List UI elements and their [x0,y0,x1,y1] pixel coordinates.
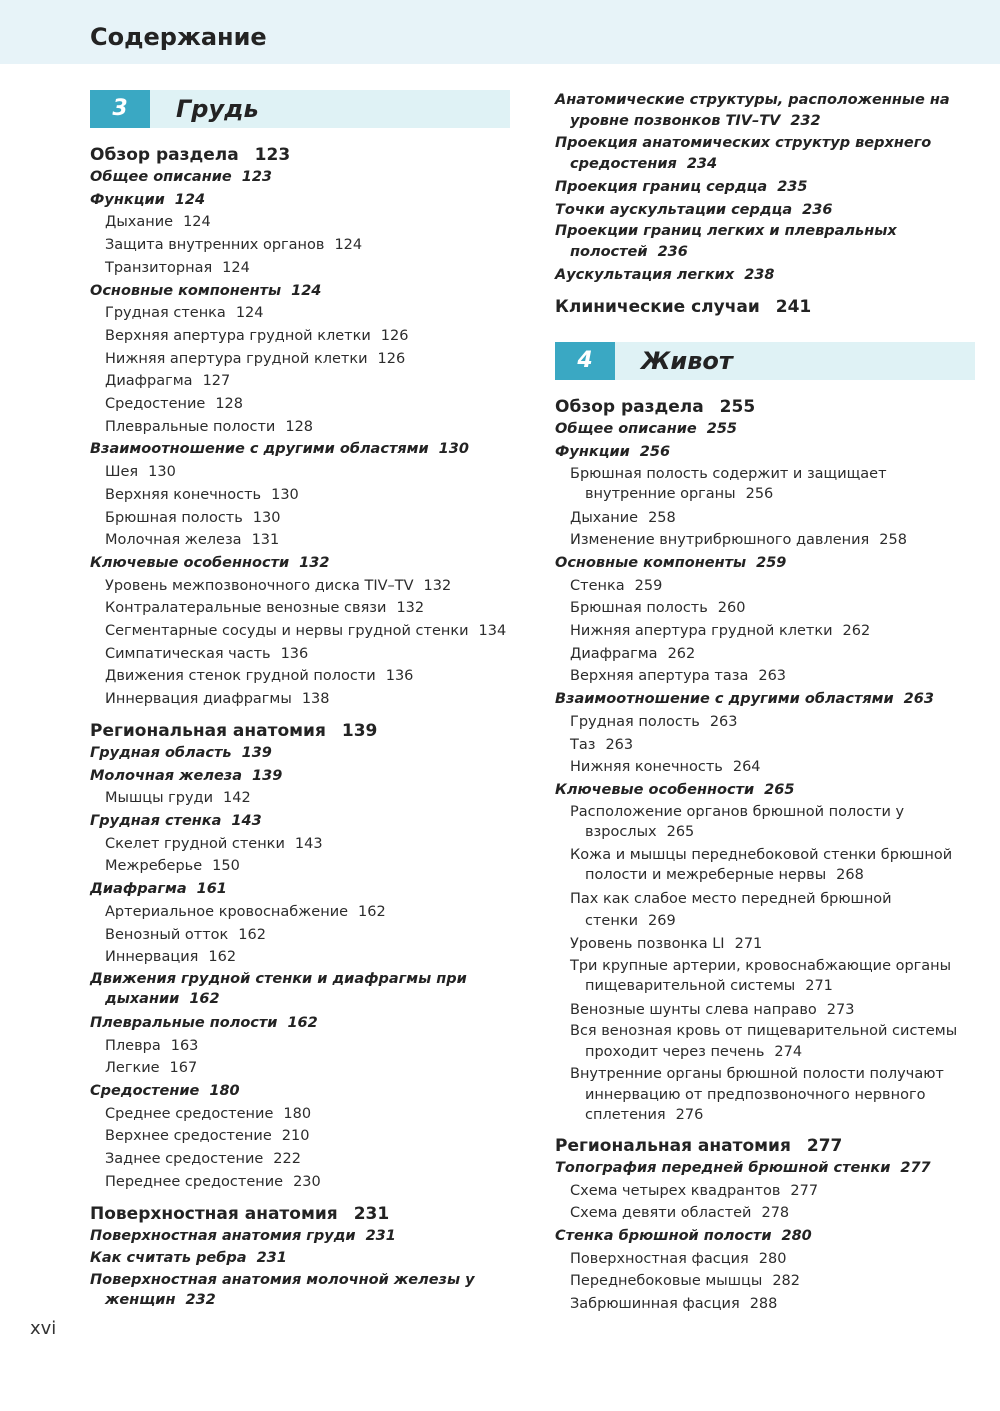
toc-page-number: 258 [879,532,907,549]
toc-left-column [90,90,510,1313]
toc-topic-entry [555,90,975,131]
toc-entry-title: Заднее средостение [105,1151,264,1168]
toc-page-number: 288 [749,1296,778,1313]
toc-page-number: 126 [380,327,409,344]
toc-subtopic-entry [90,597,510,620]
toc-topic-entry [555,264,975,287]
toc-topic-entry [90,1012,510,1035]
toc-page-number: 241 [775,297,812,318]
toc-subtopic-entry [90,855,510,878]
toc-page-number: 167 [169,1060,198,1077]
toc-entry-title: Симпатическая часть [105,645,271,662]
toc-page-number: 139 [341,720,378,741]
toc-entries [90,144,510,1311]
toc-page-number: 256 [639,443,671,460]
toc-page-number: 130 [438,441,469,458]
toc-topic-entry [555,779,975,802]
toc-right-column [555,90,975,1316]
page-title: Содержание [90,23,267,51]
toc-entry-title: Шея [105,464,139,481]
toc-page-number: 263 [758,668,787,685]
toc-entry-title: Плевра [105,1037,161,1054]
toc-subtopic-entry [90,833,510,856]
toc-topic-entry [90,1225,510,1248]
toc-page-number: 263 [709,713,738,730]
toc-page-number: 282 [772,1273,801,1290]
toc-entry-title: Проекция границ сердца [555,179,768,195]
toc-entry-title: Переднебоковые мышцы [570,1273,763,1290]
toc-entry-title: Венозные шунты слева направо [570,1001,817,1018]
toc-subtopic-entry [555,845,975,886]
toc-entry-title: Три крупные артерии, кровоснабжающие органы пищеварительной системы [570,957,952,995]
toc-subtopic-entry [90,529,510,552]
toc-page-number: 132 [423,577,452,594]
toc-entry-title: Схема четырех квадрантов [570,1182,781,1199]
toc-page-number: 271 [734,936,763,953]
toc-subtopic-entry [90,234,510,257]
toc-page-number: 132 [299,554,330,571]
toc-entry-title: Аускультация легких [555,267,735,284]
toc-subtopic-entry [90,461,510,484]
section-band [555,342,975,380]
toc-subtopic-entry [555,711,975,734]
toc-page-number: 277 [806,1135,843,1156]
toc-subtopic-entry [90,946,510,969]
toc-entry-title: Проекции границ легких и плевральных полостей [555,223,897,260]
toc-subtopic-entry [90,257,510,280]
section-band [90,90,510,128]
toc-subtopic-entry [90,901,510,924]
toc-page-number: 265 [666,824,695,841]
toc-entry-title: Общее описание [90,169,232,185]
toc-subtopic-entry [90,1171,510,1194]
toc-entry-title: Молочная железа [105,532,242,549]
toc-page-number: 124 [183,214,211,231]
toc-subtopic-entry [555,1180,975,1203]
toc-page-number: 263 [903,691,934,708]
toc-entry-title: Грудная область [90,744,232,761]
toc-page-number: 139 [241,744,272,761]
toc-entry-title: Поверхностная анатомия груди [90,1227,356,1244]
toc-section-heading [90,1203,510,1225]
toc-topic-entry [90,552,510,575]
toc-entry-title: Верхнее средостение [105,1128,272,1145]
toc-page-number: 162 [208,949,237,966]
toc-entry-title: Брюшная полость [570,600,708,617]
toc-entry-title: Стенка [570,577,625,594]
toc-page-number: 278 [761,1205,790,1222]
toc-subtopic-entry [90,325,510,348]
toc-subtopic-entry [555,464,975,505]
toc-subtopic-entry [555,643,975,666]
toc-section-heading [90,144,510,166]
toc-entry-title: Верхняя апертура таза [570,668,749,685]
toc-subtopic-entry [90,348,510,371]
toc-page-number: 127 [202,373,231,390]
toc-page-number: 124 [291,282,322,299]
toc-page-number: 231 [256,1250,287,1267]
toc-page-number: 162 [287,1014,318,1031]
toc-entries [555,396,975,1316]
toc-entry-title: Артериальное кровоснабжение [105,903,349,920]
toc-topic-entry [90,1247,510,1270]
toc-entry-title: Забрюшинная фасция [570,1296,740,1313]
page-number: xvi [30,1318,57,1339]
toc-entry-title: Верхняя апертура грудной клетки [105,327,371,344]
toc-page-number: 265 [764,781,795,798]
toc-subtopic-entry [555,1270,975,1293]
toc-subtopic-entry [555,597,975,620]
toc-subtopic-entry [90,370,510,393]
toc-subtopic-entry [90,1148,510,1171]
toc-subtopic-entry [555,756,975,779]
section-number: 3 [90,90,150,128]
toc-entry-title: Межреберье [105,858,203,875]
toc-entry-title: Взаимоотношение с другими областями [555,691,894,708]
toc-entry-title: Кожа и мышцы переднебоковой стенки брюшной полости и межреберные нервы [570,846,953,884]
toc-page-number: 231 [353,1203,390,1224]
toc-subtopic-entry [90,484,510,507]
toc-page-number: 264 [732,759,761,776]
toc-entry-title: Уровень межпозвоночного диска TIV–TV [105,577,414,594]
toc-entry-title: Вся венозная кровь от пищеварительной системы проходит через печень [570,1023,958,1060]
toc-entry-title: Движения стенок грудной полости [105,668,376,685]
toc-entry-title: Сегментарные сосуды и нервы грудной стенки [105,623,469,640]
toc-entry-title: Плевральные полости [90,1014,278,1031]
toc-topic-entry [90,166,510,189]
toc-entry-title: Диафрагма [570,645,658,662]
toc-page-number: 274 [774,1043,803,1060]
toc-page-number: 255 [706,421,738,438]
toc-entry-title: Региональная анатомия [90,720,326,741]
toc-subtopic-entry [90,393,510,416]
toc-page-number: 124 [222,259,250,276]
toc-page-number: 139 [252,767,283,784]
toc-page-number: 162 [358,903,386,920]
toc-entry-title: Расположение органов брюшной полости у взрослых [570,803,905,841]
toc-page-number: 162 [189,991,220,1008]
toc-topic-entry [90,280,510,303]
toc-entry-title: Защита внутренних органов [105,237,325,254]
toc-subtopic-entry [90,620,510,643]
toc-entry-title: Грудная стенка [105,305,226,322]
toc-page-number: 280 [781,1228,812,1245]
toc-topic-entry [90,878,510,901]
toc-topic-entry [555,221,975,262]
toc-entry-title: Нижняя апертура грудной клетки [105,350,368,367]
toc-topic-entry [555,1157,975,1180]
toc-page-number: 222 [273,1151,301,1168]
toc-topic-entry [90,742,510,765]
toc-subtopic-entry [90,211,510,234]
toc-page-number: 232 [185,1292,216,1309]
toc-subtopic-entry [90,1057,510,1080]
toc-entry-title: Контралатеральные венозные связи [105,600,387,617]
toc-entry-title: Проекция анатомических структур верхнего средостения [555,135,932,172]
toc-entry-title: Среднее средостение [105,1105,274,1122]
toc-entry-title: Обзор раздела [555,397,704,418]
toc-page-number: 130 [148,464,176,481]
toc-entry-title: Изменение внутрибрюшного давления [570,532,870,549]
toc-entry-title: Грудная стенка [90,812,222,829]
toc-entry-title: Топография передней брюшной стенки [555,1159,891,1176]
toc-page-number: 235 [777,179,808,195]
toc-page-number: 136 [280,645,309,662]
toc-page-number: 256 [745,486,774,503]
toc-subtopic-entry [555,1248,975,1271]
toc-subtopic-entry [555,507,975,530]
toc-subtopic-entry [555,802,975,843]
toc-subtopic-entry [555,665,975,688]
toc-entry-title: Мышцы груди [105,790,214,807]
toc-entries-continued [555,90,975,318]
toc-page-number: 268 [836,867,864,884]
toc-entry-title: Средостение [105,396,206,413]
toc-page-number: 230 [293,1173,321,1190]
toc-subtopic-entry [90,416,510,439]
toc-entry-title: Ключевые особенности [90,554,290,571]
toc-entry-title: Внутренние органы брюшной полости получают иннервацию от предпозвоночного нервного сплетения [570,1066,944,1124]
toc-page-number: 180 [209,1083,240,1100]
toc-page-number: 136 [385,668,414,685]
toc-entry-title: Общее описание [555,421,697,438]
toc-page-number: 124 [174,191,206,208]
toc-entry-title: Дыхание [570,509,639,526]
toc-page-number: 236 [657,243,688,260]
toc-subtopic-entry [555,1293,975,1316]
toc-subtopic-entry [90,1035,510,1058]
toc-section-heading [90,720,510,742]
toc-entry-title: Клинические случаи [555,297,760,318]
toc-topic-entry [555,176,975,199]
section-number: 4 [555,342,615,380]
toc-page-number: 258 [648,509,676,526]
toc-entry-title: Поверхностная анатомия молочной железы у женщин [90,1271,475,1309]
toc-subtopic-entry [555,575,975,598]
toc-topic-entry [90,438,510,461]
toc-topic-entry [555,199,975,222]
toc-subtopic-entry [90,924,510,947]
toc-entry-title: Плевральные полости [105,418,276,435]
toc-entry-title: Поверхностная анатомия [90,1203,338,1224]
toc-page-number: 163 [170,1037,199,1054]
toc-page-number: 124 [334,237,363,254]
toc-page-number: 131 [251,532,280,549]
toc-page-number: 273 [826,1001,855,1018]
toc-page-number: 232 [790,112,821,129]
toc-entry-title: Региональная анатомия [555,1135,791,1156]
toc-subtopic-entry [555,734,975,757]
toc-topic-entry [90,810,510,833]
toc-page-number: 130 [271,486,299,503]
toc-entry-title: Скелет грудной стенки [105,835,285,852]
toc-subtopic-entry [555,1202,975,1225]
toc-page-number: 231 [365,1227,396,1244]
toc-entry-title: Функции [555,443,630,460]
toc-page-number: 236 [802,201,833,218]
toc-topic-entry [555,552,975,575]
toc-page-number: 130 [252,509,281,526]
toc-subtopic-entry [555,1064,975,1126]
toc-section-heading [555,1135,975,1157]
toc-subtopic-entry [90,507,510,530]
toc-page-number: 238 [744,267,775,284]
toc-section-heading [555,396,975,418]
toc-topic-entry [90,969,510,1010]
toc-subtopic-entry [90,665,510,688]
toc-subtopic-entry [555,620,975,643]
toc-entry-title: Обзор раздела [90,145,239,165]
toc-page-number: 143 [294,835,323,852]
toc-subtopic-entry [555,956,975,997]
toc-page-number: 277 [900,1159,931,1176]
section-title: Живот [641,347,733,376]
toc-page-number: 271 [805,978,833,995]
toc-topic-entry [90,765,510,788]
toc-entry-title: Легкие [105,1060,160,1077]
toc-entry-title: Поверхностная фасция [570,1250,749,1267]
toc-page-number: 276 [675,1107,704,1124]
toc-subtopic-entry [555,529,975,552]
toc-entry-title: Брюшная полость содержит и защищает внутренние органы [570,465,887,503]
toc-entry-title: Как считать ребра [90,1250,247,1267]
toc-page-number: 132 [396,600,425,617]
toc-page-number: 262 [667,645,696,662]
toc-entry-title: Верхняя конечность [105,486,262,503]
toc-subtopic-entry [555,888,975,933]
toc-subtopic-entry [90,1125,510,1148]
toc-entry-title: Диафрагма [90,881,187,898]
toc-page-number: 138 [301,691,330,708]
toc-entry-title: Переднее средостение [105,1173,284,1190]
toc-page-number: 128 [215,396,243,413]
toc-page-number: 124 [235,305,264,322]
toc-page-number: 123 [241,169,273,185]
toc-page-number: 210 [281,1128,310,1145]
toc-entry-title: Иннервация диафрагмы [105,691,292,708]
toc-topic-entry [555,441,975,464]
toc-entry-title: Дыхание [105,214,174,231]
toc-entry-title: Функции [90,191,165,208]
toc-page-number: 161 [196,881,227,898]
toc-entry-title: Схема девяти областей [570,1205,752,1222]
toc-page-number: 128 [285,418,314,435]
toc-entry-title: Иннервация [105,949,199,966]
toc-entry-title: Анатомические структуры, расположенные на уровне позвонков TIV–TV [555,92,950,129]
toc-topic-entry [555,688,975,711]
page-header [0,0,1000,64]
toc-topic-entry [90,1270,510,1311]
toc-entry-title: Основные компоненты [90,282,282,299]
toc-subtopic-entry [90,688,510,711]
toc-page-number: 262 [842,623,871,640]
toc-entry-title: Точки аускультации сердца [555,201,793,218]
toc-page-number: 280 [758,1250,787,1267]
toc-entry-title: Стенка брюшной полости [555,1228,772,1245]
toc-subtopic-entry [90,643,510,666]
toc-entry-title: Венозный отток [105,926,229,943]
toc-entry-title: Брюшная полость [105,509,243,526]
toc-entry-title: Транзиторная [105,259,213,276]
toc-entry-title: Взаимоотношение с другими областями [90,441,429,458]
toc-entry-title: Движения грудной стенки и диафрагмы при дыхании [90,970,467,1008]
toc-entry-title: Пах как слабое место передней брюшной стенки [570,890,892,930]
toc-topic-entry [90,1080,510,1103]
toc-entry-title: Ключевые особенности [555,781,755,798]
toc-page-number: 234 [686,155,718,172]
toc-page-number: 142 [223,790,251,807]
toc-entry-title: Нижняя апертура грудной клетки [570,623,833,640]
toc-page-number: 180 [283,1105,312,1122]
toc-section-heading [555,296,975,318]
toc-topic-entry [90,189,510,212]
toc-page-number: 126 [377,350,406,367]
toc-page-number: 277 [790,1182,819,1199]
toc-entry-title: Грудная полость [570,713,700,730]
toc-page-number: 269 [648,913,676,930]
toc-topic-entry [555,133,975,174]
toc-entry-title: Молочная железа [90,767,243,784]
toc-page-number: 134 [478,623,507,640]
toc-topic-entry [555,418,975,441]
toc-entry-title: Основные компоненты [555,554,747,571]
toc-page-number: 162 [238,926,266,943]
toc-topic-entry [555,1225,975,1248]
toc-page-number: 150 [212,858,240,875]
toc-entry-title: Таз [570,736,596,753]
toc-subtopic-entry [555,999,975,1022]
toc-subtopic-entry [90,575,510,598]
toc-subtopic-entry [555,1021,975,1062]
toc-entry-title: Уровень позвонка LI [570,936,725,953]
toc-page-number: 263 [605,736,634,753]
toc-entry-title: Нижняя конечность [570,759,723,776]
toc-page-number: 259 [634,577,663,594]
toc-entry-title: Диафрагма [105,373,193,390]
section-title: Грудь [176,95,259,123]
toc-page-number: 259 [756,554,787,571]
toc-subtopic-entry [90,302,510,325]
toc-subtopic-entry [90,787,510,810]
toc-subtopic-entry [555,933,975,956]
toc-page-number: 260 [717,600,746,617]
toc-entry-title: Средостение [90,1083,200,1100]
toc-page-number: 255 [719,397,756,418]
toc-page-number: 123 [254,145,291,165]
toc-subtopic-entry [90,1103,510,1126]
toc-page-number: 143 [231,812,262,829]
